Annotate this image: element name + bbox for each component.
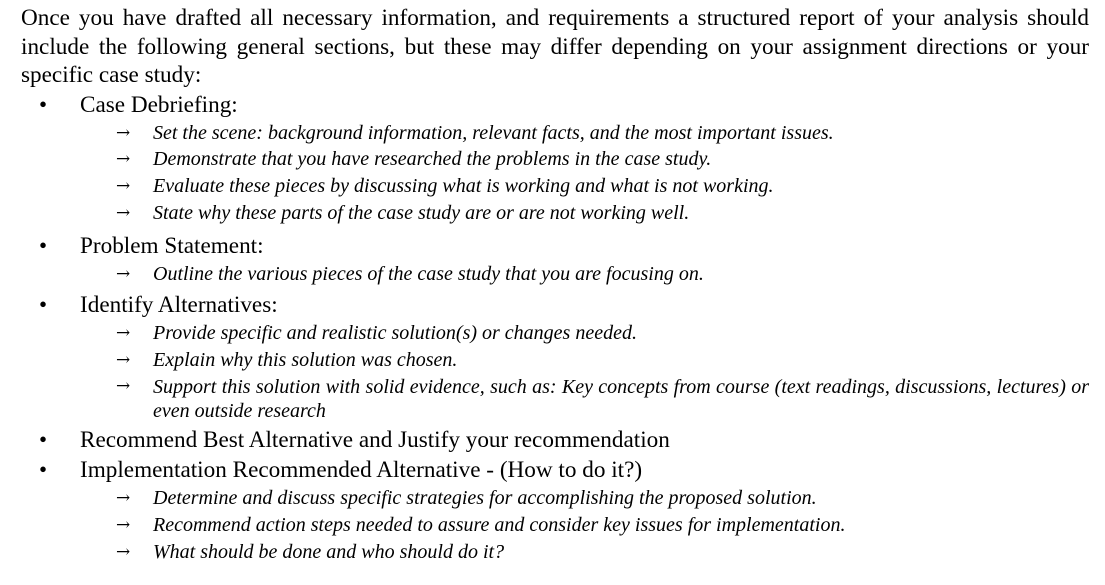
sub-item-text: Set the scene: background information, relevant facts, and the most important issues. (153, 121, 834, 144)
arrow-icon: → (116, 488, 131, 509)
sub-list (80, 320, 1089, 425)
arrow-icon: → (116, 323, 131, 344)
sub-list (80, 261, 1089, 288)
sub-list (80, 485, 1089, 565)
bullet-icon: • (39, 91, 48, 117)
bullet-icon: • (39, 292, 48, 318)
document-body (21, 4, 1089, 565)
section-problem-statement (21, 231, 1089, 291)
sub-item (116, 261, 1089, 288)
sub-item (116, 120, 1089, 147)
arrow-icon: → (116, 176, 131, 197)
sub-item (116, 347, 1089, 374)
bullet-icon: • (39, 457, 48, 483)
sub-item-text: Evaluate these pieces by discussing what is working and what is not working. (153, 175, 774, 198)
section-list (21, 90, 1089, 566)
arrow-icon: → (116, 202, 131, 223)
sub-item-text: Outline the various pieces of the case study that you are focusing on. (153, 262, 704, 285)
sub-list (80, 120, 1089, 227)
intro-paragraph: Once you have drafted all necessary information, and requirements a structured report of your analysis should include the following general sections, but these may differ depending on your assignment directions or your specific case study: (21, 5, 1089, 88)
section-title: Implementation Recommended Alternative - (How to do it?) (80, 457, 643, 484)
sub-item-text: Provide specific and realistic solution(s) or changes needed. (153, 322, 637, 345)
sub-item-text: State why these parts of the case study are or are not working well. (153, 201, 690, 224)
arrow-icon: → (116, 263, 131, 284)
arrow-icon: → (116, 122, 131, 143)
section-implementation (21, 455, 1089, 565)
section-title: Case Debriefing: (80, 91, 238, 118)
section-title: Problem Statement: (80, 232, 264, 259)
arrow-icon: → (116, 376, 131, 397)
section-identify-alternatives (21, 290, 1089, 425)
bullet-icon: • (39, 427, 48, 453)
arrow-icon: → (116, 514, 131, 535)
sub-item-text: Determine and discuss specific strategies for accomplishing the proposed solution. (153, 487, 817, 510)
arrow-icon: → (116, 541, 131, 562)
section-recommend-best-alternative (21, 425, 1089, 455)
sub-item (116, 539, 1089, 566)
sub-item-text: Support this solution with solid evidence, such as: Key concepts from course (text readings, discussions, lectures) or even outside research (153, 376, 1089, 423)
arrow-icon: → (116, 350, 131, 371)
sub-item (116, 374, 1089, 425)
sub-item-text: Recommend action steps needed to assure and consider key issues for implementation. (153, 513, 846, 536)
sub-item (116, 485, 1089, 512)
sub-item-text: Explain why this solution was chosen. (153, 349, 458, 372)
section-title: Identify Alternatives: (80, 292, 278, 319)
sub-item-text: What should be done and who should do it? (153, 540, 505, 563)
sub-item-text: Demonstrate that you have researched the problems in the case study. (153, 148, 712, 171)
sub-item (116, 512, 1089, 539)
arrow-icon: → (116, 149, 131, 170)
section-title: Recommend Best Alternative and Justify your recommendation (80, 427, 670, 454)
bullet-icon: • (39, 232, 48, 258)
sub-item (116, 146, 1089, 173)
section-case-debriefing (21, 90, 1089, 231)
sub-item (116, 173, 1089, 200)
sub-item (116, 320, 1089, 347)
sub-item (116, 200, 1089, 227)
